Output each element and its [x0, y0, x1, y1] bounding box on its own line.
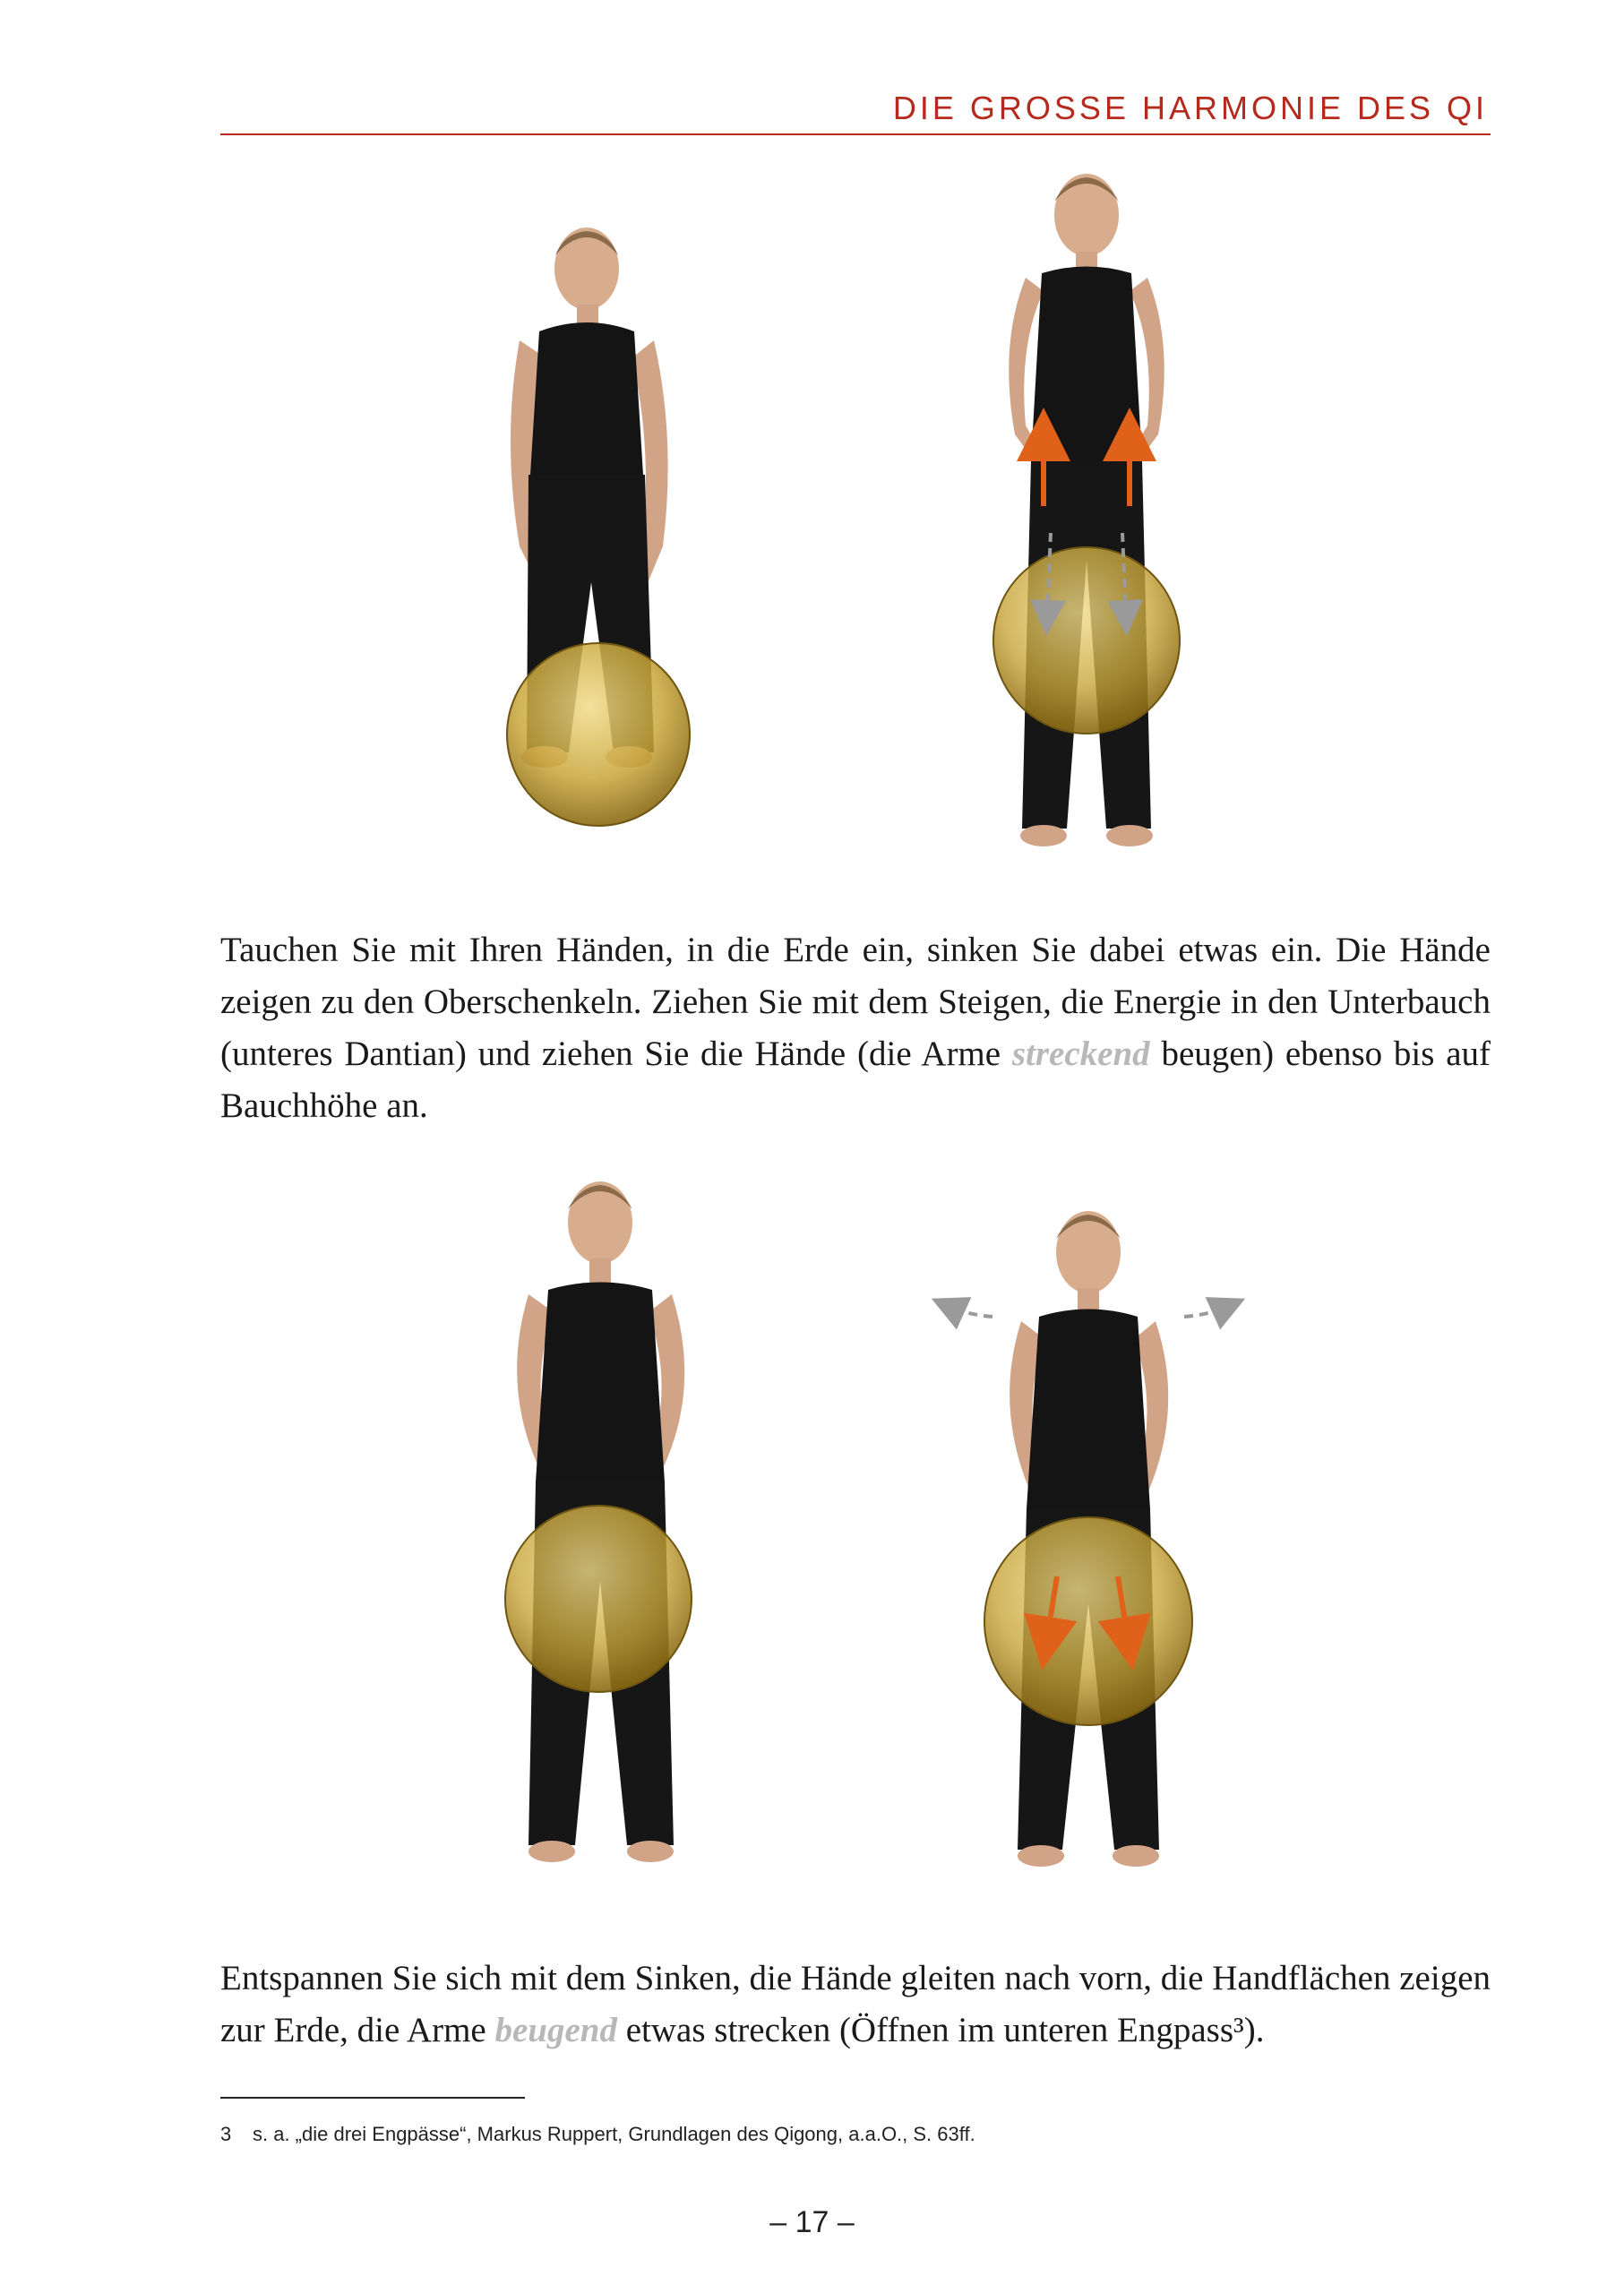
footnote-text: s. a. „die drei Engpässe“, Markus Ruppert, Grundlagen des Qigong, a.a.O., S. 63ff. [253, 2123, 975, 2145]
page-number: – 17 – [769, 2205, 855, 2239]
header-rule [220, 133, 1491, 135]
paragraph-2: Entspannen Sie sich mit dem Sinken, die Hände gleiten nach vorn, die Handflächen zeigen zur Erde, die Arme beugend etwas strecken (Öffnen im unteren Engpass³). [220, 1959, 1491, 2049]
emphasis-word: beugend [494, 2011, 617, 2049]
figure-2-standing-arms [972, 166, 1187, 864]
running-title: DIE GROSSE HARMONIE DES QI [892, 90, 1488, 126]
footnote-number: 3 [220, 2123, 232, 2145]
footnote-rule [220, 2097, 525, 2099]
paragraph-1: Tauchen Sie mit Ihren Händen, in die Erde ein, sinken Sie dabei etwas ein. Die Hände zeigen zu den Oberschenkeln. Ziehen Sie mit dem Steigen, die Energie in den Unterbauch (unteres Dantian) und ziehen Sie die Hände (die Arme streckend beugen) ebenso bis auf Bauchhöhe an. [220, 931, 1491, 1125]
footnote [220, 2123, 975, 2146]
figure-3-hands-on-ball [475, 1169, 726, 1885]
figure-1-bent-forward [484, 206, 717, 923]
figure-4-hands-gliding [932, 1200, 1245, 1890]
emphasis-word: streckend [1011, 1035, 1150, 1073]
